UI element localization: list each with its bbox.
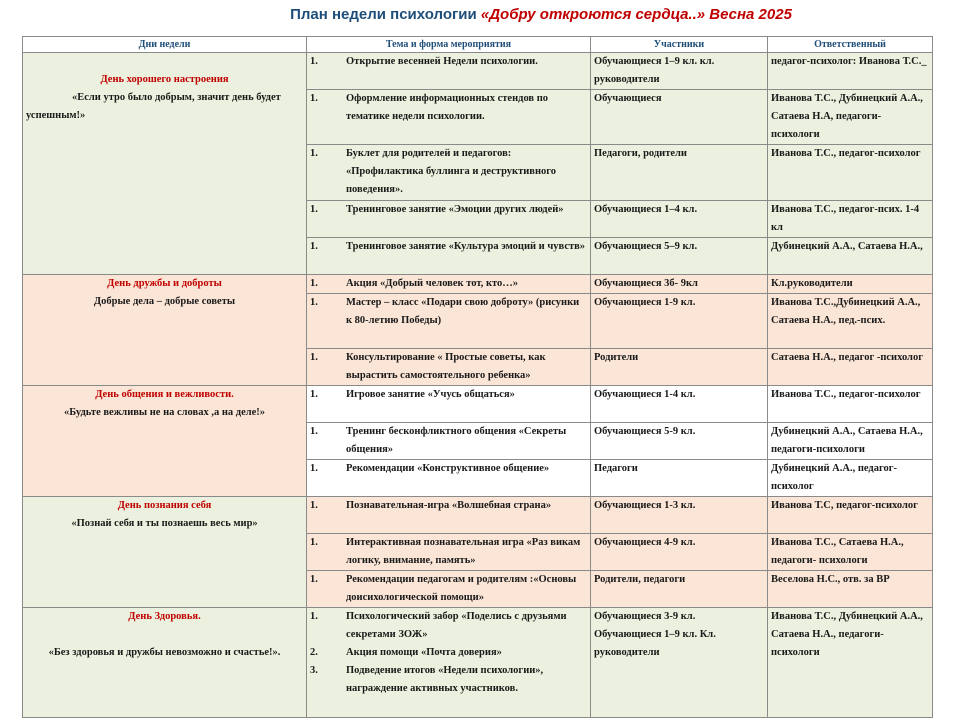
responsible-cell: Иванова Т.С., педагог-психолог bbox=[768, 145, 933, 201]
event-text: Рекомендации педагогам и родителям :«Основы доисихологической помощи» bbox=[346, 574, 577, 603]
event-text: Познавательная-игра «Волшебная страна» bbox=[346, 500, 552, 511]
event-text: Тренинговое занятие «Культура эмоций и чувств» bbox=[346, 241, 586, 252]
event-text: Подведение итогов «Недели психологии», награждение активных участников. bbox=[346, 665, 544, 694]
participants-cell: Обучающиеся 1-3 кл. bbox=[591, 497, 768, 534]
event-cell bbox=[307, 460, 591, 497]
table-row bbox=[23, 53, 933, 90]
title-quote: «Добру откроются сердца..» bbox=[480, 6, 710, 23]
participants-cell: Обучающиеся 4-9 кл. bbox=[591, 534, 768, 571]
event-text: Интерактивная познавательная игра «Раз викам логику, внимание, память» bbox=[346, 537, 581, 566]
event-text: Рекомендации «Конструктивное общение» bbox=[346, 463, 550, 474]
event-text: Буклет для родителей и педагогов: «Профилактика буллинга и деструктивного поведения». bbox=[346, 148, 557, 195]
event-number: 1. bbox=[310, 389, 318, 400]
event-cell bbox=[307, 145, 591, 201]
responsible-cell: Иванова Т.С.,Дубинецкий А.А., Сатаева Н.А., пед.-псих. bbox=[768, 294, 933, 349]
event-number: 1. bbox=[310, 278, 318, 289]
event-cell bbox=[307, 294, 591, 349]
responsible-cell: Иванова Т.С., Дубинецкий А.А., Сатаева Н.А, педагоги-психологи bbox=[768, 90, 933, 145]
participants-cell: Педагоги bbox=[591, 460, 768, 497]
responsible-cell: Иванова Т.С., Дубинецкий А.А., Сатаева Н.А., педагоги-психологи bbox=[768, 608, 933, 718]
responsible-cell: Дубинецкий А.А., Сатаева Н.А., педагоги-психологи bbox=[768, 423, 933, 460]
event-cell bbox=[307, 497, 591, 534]
event-cell bbox=[307, 423, 591, 460]
participants-cell: Обучающиеся bbox=[591, 90, 768, 145]
day-title: День общения и вежливости. bbox=[95, 389, 234, 400]
header-participants: Участники bbox=[591, 37, 768, 53]
event-text: Акция «Добрый человек тот, кто…» bbox=[346, 278, 519, 289]
event-text: Тренинг бесконфликтного общения «Секреты общения» bbox=[346, 426, 567, 455]
responsible-cell: Иванова Т.С., Сатаева Н.А., педагоги- психологи bbox=[768, 534, 933, 571]
title-main: План недели психологии bbox=[290, 6, 481, 23]
responsible-cell: Иванова Т.С, педагог-психолог bbox=[768, 497, 933, 534]
participants-cell: Обучающиеся 5-9 кл. bbox=[591, 423, 768, 460]
day-cell bbox=[23, 497, 307, 608]
event-number: 1. bbox=[310, 204, 318, 215]
day-title: День хорошего настроения bbox=[100, 74, 229, 85]
event-number: 1. bbox=[310, 537, 318, 548]
header-day: Дни недели bbox=[23, 37, 307, 53]
participants-cell: Обучающиеся 1-4 кл. bbox=[591, 386, 768, 423]
event-number: 1. bbox=[310, 574, 318, 585]
day-cell bbox=[23, 275, 307, 386]
event-number: 1. bbox=[310, 463, 318, 474]
participants-cell: Обучающиеся 1–4 кл. bbox=[591, 201, 768, 238]
responsible-cell: Иванова Т.С., педагог-психолог bbox=[768, 386, 933, 423]
event-cell bbox=[307, 201, 591, 238]
event-cell bbox=[307, 238, 591, 275]
event-text: Психологический забор «Поделись с друзьями секретами ЗОЖ» bbox=[346, 611, 567, 640]
participants-cell: Родители bbox=[591, 349, 768, 386]
event-cell bbox=[307, 90, 591, 145]
table-header-row bbox=[23, 37, 933, 53]
event-number: 1. bbox=[310, 426, 318, 437]
header-responsible: Ответственный bbox=[768, 37, 933, 53]
responsible-cell: Дубинецкий А.А., Сатаева Н.А., bbox=[768, 238, 933, 275]
page-title bbox=[0, 5, 960, 25]
title-season: Весна 2025 bbox=[709, 6, 792, 23]
table-row bbox=[23, 497, 933, 534]
event-cell bbox=[307, 386, 591, 423]
event-number: 1. bbox=[310, 93, 318, 104]
event-number: 1. bbox=[310, 56, 318, 67]
plan-table bbox=[22, 36, 933, 718]
header-topic: Тема и форма мероприятия bbox=[307, 37, 591, 53]
participants-cell: Родители, педагоги bbox=[591, 571, 768, 608]
day-motto: «Если утро было добрым, значит день будет успешным!» bbox=[26, 92, 281, 121]
event-number: 1. bbox=[310, 241, 318, 252]
event-cell bbox=[307, 53, 591, 90]
event-number: 1. bbox=[310, 148, 318, 159]
responsible-cell: Сатаева Н.А., педагог -психолог bbox=[768, 349, 933, 386]
event-number: 1. bbox=[310, 500, 318, 511]
event-cell bbox=[307, 571, 591, 608]
day-title: День дружбы и доброты bbox=[107, 278, 222, 289]
responsible-cell: педагог-психолог: Иванова Т.С._ bbox=[768, 53, 933, 90]
responsible-cell: Веселова Н.С., отв. за ВР bbox=[768, 571, 933, 608]
event-text: Игровое занятие «Учусь общаться» bbox=[346, 389, 515, 400]
event-cell bbox=[307, 275, 591, 294]
event-text: Мастер – класс «Подари свою доброту» (рисунки к 80-летию Победы) bbox=[346, 297, 580, 326]
responsible-cell: Дубинецкий А.А., педагог-психолог bbox=[768, 460, 933, 497]
day-motto: «Без здоровья и дружбы невозможно и счастье!». bbox=[48, 647, 281, 658]
day-cell bbox=[23, 386, 307, 497]
day-title: День Здоровья. bbox=[128, 611, 201, 622]
responsible-cell: Кл.руководители bbox=[768, 275, 933, 294]
event-text: Консультирование « Простые советы, как вырастить самостоятельного ребенка» bbox=[346, 352, 546, 381]
participants-cell: Обучающиеся 1-9 кл. bbox=[591, 294, 768, 349]
participants-cell: Педагоги, родители bbox=[591, 145, 768, 201]
table-row bbox=[23, 608, 933, 718]
day-motto: «Будьте вежливы не на словах ,а на деле!» bbox=[63, 407, 266, 418]
participants-cell: Обучающиеся 3-9 кл. Обучающиеся 1–9 кл. Кл. руководители bbox=[591, 608, 768, 718]
day-title: День познания себя bbox=[117, 500, 212, 511]
event-text: Открытие весенней Недели психологии. bbox=[346, 56, 538, 67]
event-number: 1. bbox=[310, 611, 318, 622]
responsible-cell: Иванова Т.С., педагог-псих. 1-4 кл bbox=[768, 201, 933, 238]
event-text: Оформление информационных стендов по тематике недели психологии. bbox=[346, 93, 549, 122]
event-text: Тренинговое занятие «Эмоции других людей» bbox=[346, 204, 564, 215]
event-cell bbox=[307, 349, 591, 386]
event-number: 2. bbox=[310, 647, 318, 658]
participants-cell: Обучающиеся 1–9 кл. кл. руководители bbox=[591, 53, 768, 90]
day-motto: Добрые дела – добрые советы bbox=[93, 296, 236, 307]
participants-cell: Обучающиеся 3б- 9кл bbox=[591, 275, 768, 294]
day-cell bbox=[23, 53, 307, 275]
event-number: 3. bbox=[310, 665, 318, 676]
day-motto: «Познай себя и ты познаешь весь мир» bbox=[71, 518, 258, 529]
day-cell bbox=[23, 608, 307, 718]
event-number: 1. bbox=[310, 352, 318, 363]
table-row bbox=[23, 386, 933, 423]
event-cell bbox=[307, 608, 591, 718]
participants-cell: Обучающиеся 5–9 кл. bbox=[591, 238, 768, 275]
event-number: 1. bbox=[310, 297, 318, 308]
table-row bbox=[23, 275, 933, 294]
event-cell bbox=[307, 534, 591, 571]
event-text: Акция помощи «Почта доверия» bbox=[346, 647, 502, 658]
